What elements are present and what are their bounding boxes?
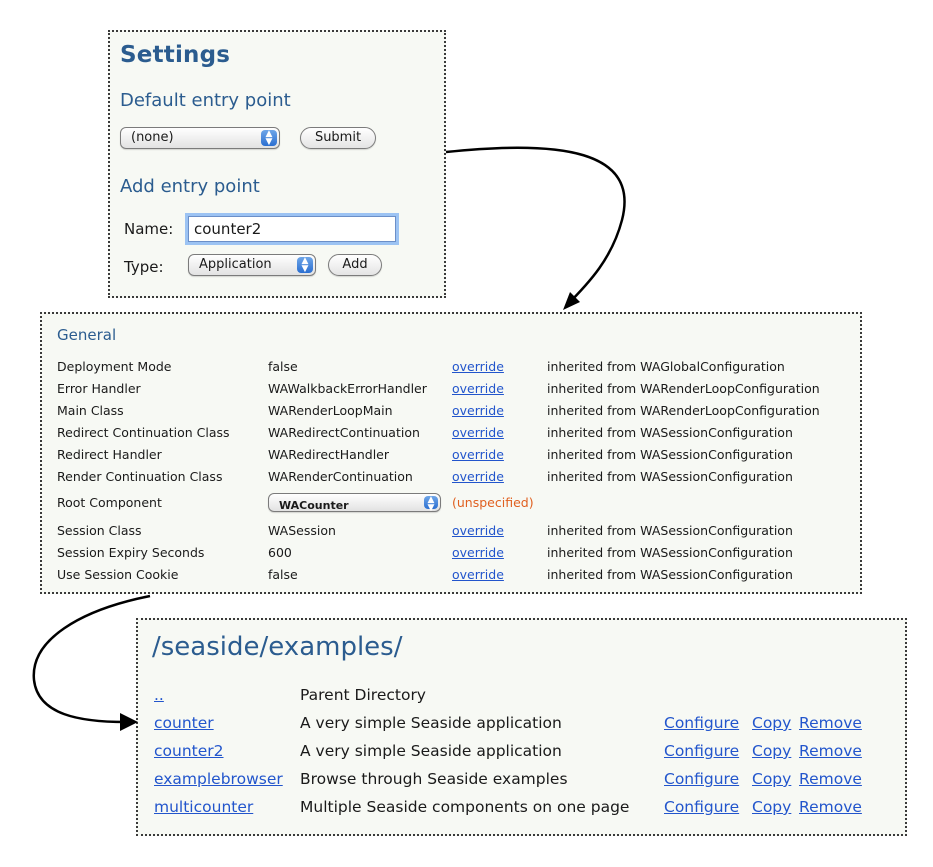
- type-value: Application: [199, 257, 272, 272]
- config-name: Root Component: [57, 495, 162, 510]
- config-name: Session Expiry Seconds: [57, 545, 205, 560]
- inherited-text: inherited from WASessionConfiguration: [547, 469, 793, 484]
- entry-link[interactable]: counter: [154, 714, 214, 732]
- config-value: 600: [268, 545, 292, 560]
- config-name: Redirect Continuation Class: [57, 425, 230, 440]
- inherited-text: inherited from WARenderLoopConfiguration: [547, 403, 820, 418]
- inherited-text: inherited from WAGlobalConfiguration: [547, 359, 785, 374]
- inherited-text: inherited from WASessionConfiguration: [547, 523, 793, 538]
- remove-link[interactable]: Remove: [799, 798, 862, 816]
- name-label: Name:: [124, 220, 174, 238]
- remove-link[interactable]: Remove: [799, 742, 862, 760]
- override-link[interactable]: override: [452, 381, 504, 396]
- config-value: WARedirectHandler: [268, 447, 389, 462]
- config-name: Use Session Cookie: [57, 567, 179, 582]
- configure-link[interactable]: Configure: [664, 742, 740, 760]
- config-name: Session Class: [57, 523, 142, 538]
- config-value: WARenderContinuation: [268, 469, 413, 484]
- override-link[interactable]: override: [452, 567, 504, 582]
- add-entry-heading: Add entry point: [120, 176, 260, 197]
- override-link[interactable]: override: [452, 545, 504, 560]
- config-name: Main Class: [57, 403, 124, 418]
- directory-title: /seaside/examples/: [152, 632, 403, 662]
- override-link[interactable]: override: [452, 447, 504, 462]
- copy-link[interactable]: Copy: [752, 770, 792, 788]
- configure-link[interactable]: Configure: [664, 798, 740, 816]
- general-title: General: [57, 326, 117, 344]
- configure-link[interactable]: Configure: [664, 770, 740, 788]
- config-value: WARenderLoopMain: [268, 403, 393, 418]
- type-label: Type:: [124, 258, 164, 276]
- arrow-general-to-directory: [34, 596, 150, 722]
- override-link[interactable]: override: [452, 403, 504, 418]
- override-link[interactable]: override: [452, 359, 504, 374]
- name-field[interactable]: counter2: [188, 216, 396, 242]
- entry-link[interactable]: multicounter: [154, 798, 254, 816]
- select-arrows-icon: ▲ ▼: [261, 130, 277, 146]
- select-arrows-icon: ▲ ▼: [424, 496, 438, 509]
- entry-description: Multiple Seaside components on one page: [300, 798, 630, 816]
- config-name: Render Continuation Class: [57, 469, 223, 484]
- inherited-text: inherited from WASessionConfiguration: [547, 425, 793, 440]
- settings-title: Settings: [120, 42, 231, 68]
- unspecified-status: (unspecified): [452, 495, 534, 510]
- entry-description: Browse through Seaside examples: [300, 770, 568, 788]
- config-name: Error Handler: [57, 381, 141, 396]
- copy-link[interactable]: Copy: [752, 742, 792, 760]
- default-entry-heading: Default entry point: [120, 90, 291, 111]
- inherited-text: inherited from WASessionConfiguration: [547, 567, 793, 582]
- arrowhead-icon: [120, 713, 138, 731]
- parent-directory-link[interactable]: ..: [154, 686, 164, 704]
- config-value: false: [268, 359, 298, 374]
- configure-link[interactable]: Configure: [664, 714, 740, 732]
- inherited-text: inherited from WASessionConfiguration: [547, 447, 793, 462]
- config-value: false: [268, 567, 298, 582]
- add-button[interactable]: Add: [328, 254, 382, 276]
- override-link[interactable]: override: [452, 425, 504, 440]
- select-arrows-icon: ▲ ▼: [297, 257, 313, 273]
- config-value: WASession: [268, 523, 336, 538]
- remove-link[interactable]: Remove: [799, 770, 862, 788]
- entry-description: A very simple Seaside application: [300, 714, 562, 732]
- submit-button[interactable]: Submit: [300, 127, 376, 149]
- config-value: WARedirectContinuation: [268, 425, 420, 440]
- inherited-text: inherited from WARenderLoopConfiguration: [547, 381, 820, 396]
- remove-link[interactable]: Remove: [799, 714, 862, 732]
- config-name: Redirect Handler: [57, 447, 162, 462]
- override-link[interactable]: override: [452, 523, 504, 538]
- default-entry-value: (none): [131, 130, 174, 145]
- root-component-value: WACounter: [279, 499, 349, 512]
- override-link[interactable]: override: [452, 469, 504, 484]
- entry-description: Parent Directory: [300, 686, 426, 704]
- entry-link[interactable]: examplebrowser: [154, 770, 283, 788]
- config-value: WAWalkbackErrorHandler: [268, 381, 427, 396]
- entry-link[interactable]: counter2: [154, 742, 224, 760]
- config-name: Deployment Mode: [57, 359, 172, 374]
- copy-link[interactable]: Copy: [752, 714, 792, 732]
- entry-description: A very simple Seaside application: [300, 742, 562, 760]
- copy-link[interactable]: Copy: [752, 798, 792, 816]
- inherited-text: inherited from WASessionConfiguration: [547, 545, 793, 560]
- arrow-settings-to-general: [446, 148, 625, 306]
